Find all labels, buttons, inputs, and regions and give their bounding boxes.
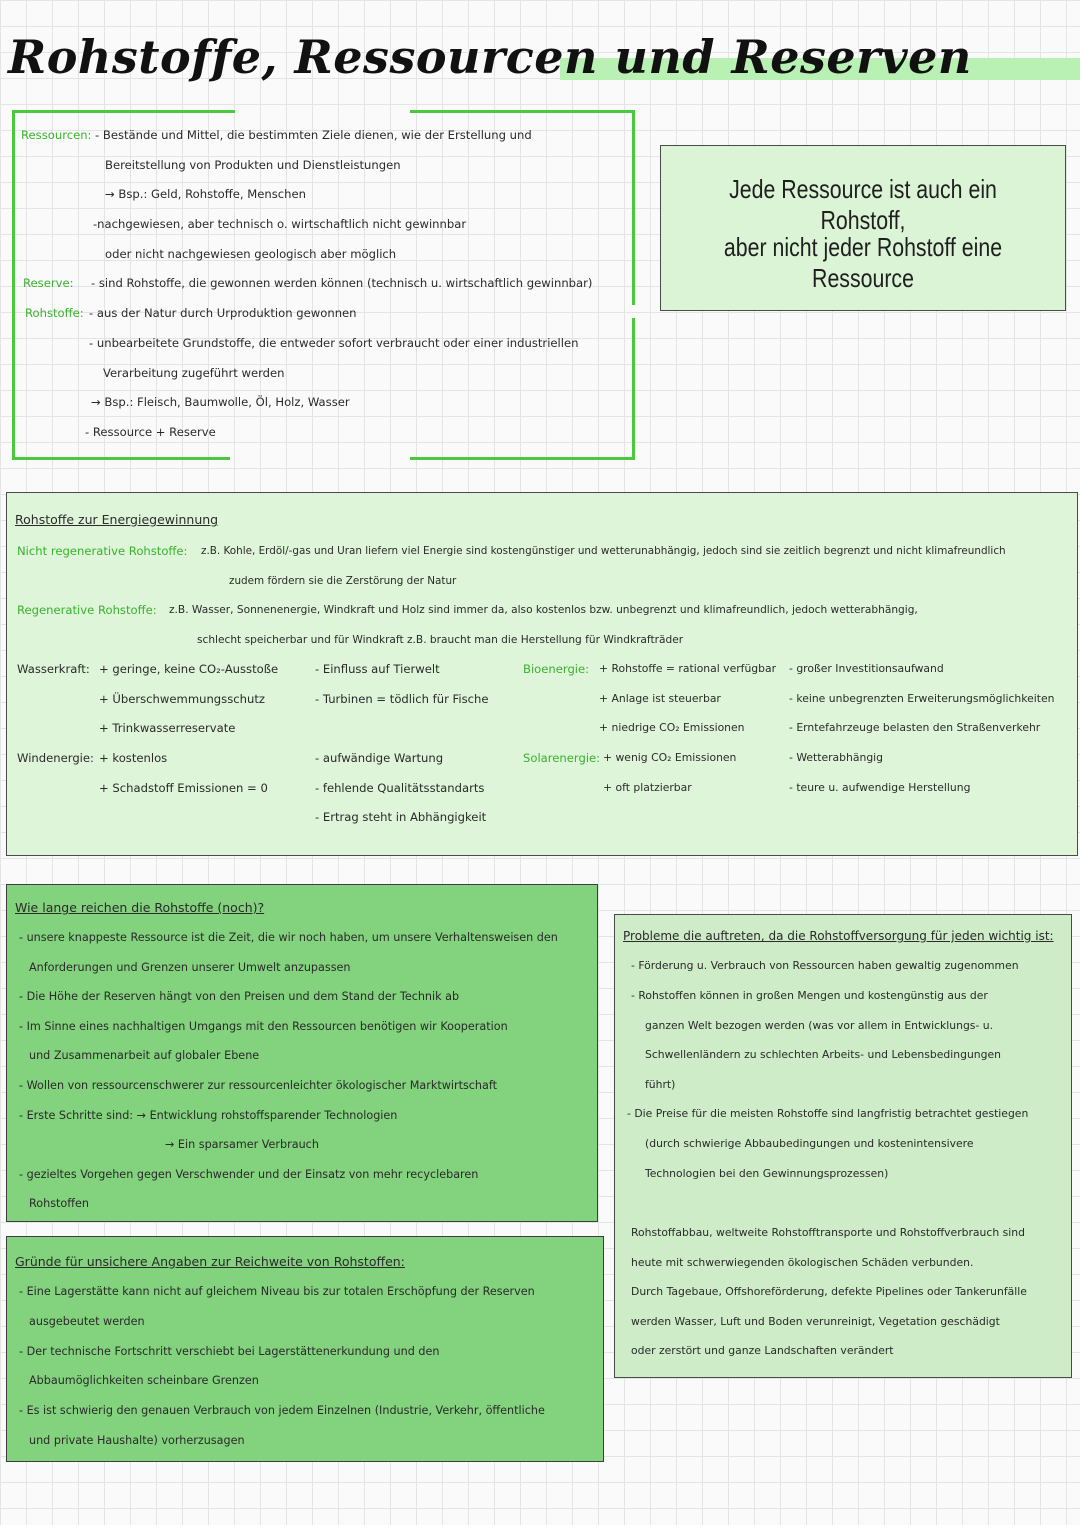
solarenergie-pro: + oft platzierbar — [603, 781, 692, 794]
rohstoffe-line: - aus der Natur durch Urproduktion gewonnen — [89, 306, 357, 320]
quote-line-2: aber nicht jeder Rohstoff eine Ressource — [723, 232, 1003, 293]
probleme-line: führt) — [645, 1078, 676, 1091]
bioenergie-con: - Erntefahrzeuge belasten den Straßenverkehr — [789, 721, 1041, 734]
solarenergie-pro: + wenig CO₂ Emissionen — [603, 751, 737, 764]
probleme-para-line: Durch Tagebaue, Offshoreförderung, defekte Pipelines oder Tankerunfälle — [631, 1285, 1027, 1298]
nicht-regenerativ-label: Nicht regenerative Rohstoffe: — [17, 544, 188, 558]
ressourcen-label: Ressourcen: — [21, 128, 92, 142]
probleme-para-line: oder zerstört und ganze Landschaften verändert — [631, 1344, 894, 1357]
page-title: Rohstoffe, Ressourcen und Reserven — [8, 30, 972, 84]
probleme-para-line: werden Wasser, Luft und Boden verunreinigt, Vegetation geschädigt — [631, 1315, 1000, 1328]
gruende-line: - Es ist schwierig den genauen Verbrauch von jedem Einzelnen (Industrie, Verkehr, öffentliche — [19, 1404, 545, 1417]
probleme-line: - Rohstoffen können in großen Mengen und kostengünstig aus der — [631, 989, 988, 1002]
reichweite-line: - Die Höhe der Reserven hängt von den Preisen und dem Stand der Technik ab — [19, 990, 460, 1003]
bioenergie-label: Bioenergie: — [523, 662, 590, 676]
regenerativ-text: z.B. Wasser, Sonnenenergie, Windkraft und Holz sind immer da, also kostenlos bzw. unbegrenzt und klimafreundlich, jedoch wetterabhängig, — [169, 604, 918, 616]
definitions-box — [12, 110, 635, 460]
ressourcen-line: - Bestände und Mittel, die bestimmten Ziele dienen, wie der Erstellung und — [95, 128, 532, 142]
bracket-right-lower — [632, 318, 635, 460]
windenergie-con: - Ertrag steht in Abhängigkeit — [315, 810, 487, 824]
windenergie-con: - aufwändige Wartung — [315, 751, 444, 765]
bracket-top-right — [410, 110, 635, 113]
bracket-bottom-right — [410, 457, 635, 460]
bracket-top-left — [15, 110, 235, 113]
reserve-label: Reserve: — [23, 276, 74, 290]
ressourcen-line: Bereitstellung von Produkten und Dienstleistungen — [105, 158, 401, 172]
solarenergie-con: - Wetterabhängig — [789, 751, 884, 764]
probleme-para-line: heute mit schwerwiegenden ökologischen Schäden verbunden. — [631, 1256, 974, 1269]
rohstoffe-label: Rohstoffe: — [25, 306, 84, 320]
wasserkraft-pro: + Trinkwasserreservate — [99, 721, 236, 735]
rohstoffe-line: Verarbeitung zugeführt werden — [103, 366, 285, 380]
solarenergie-con: - teure u. aufwendige Herstellung — [789, 781, 971, 794]
probleme-line: (durch schwierige Abbaubedingungen und kostenintensivere — [645, 1137, 974, 1150]
reichweite-line: - Erste Schritte sind: → Entwicklung rohstoffsparender Technologien — [19, 1109, 398, 1122]
ressourcen-line: → Bsp.: Geld, Rohstoffe, Menschen — [105, 187, 306, 201]
reichweite-line: - Wollen von ressourcenschwerer zur ressourcenleichter ökologischer Marktwirtschaft — [19, 1079, 498, 1092]
probleme-heading: Probleme die auftreten, da die Rohstoffversorgung für jeden wichtig ist: — [623, 929, 1054, 943]
wasserkraft-pro: + Überschwemmungsschutz — [99, 692, 265, 706]
rohstoffe-line: → Bsp.: Fleisch, Baumwolle, Öl, Holz, Wasser — [91, 395, 350, 409]
bioenergie-pro: + Rohstoffe = rational verfügbar — [599, 662, 777, 675]
bioenergie-con: - keine unbegrenzten Erweiterungsmöglichkeiten — [789, 692, 1055, 705]
reichweite-box — [6, 884, 598, 1222]
energy-box — [6, 492, 1078, 856]
wasserkraft-con: - Turbinen = tödlich für Fische — [315, 692, 489, 706]
gruende-line: Abbaumöglichkeiten scheinbare Grenzen — [29, 1374, 259, 1387]
reichweite-line: Rohstoffen — [29, 1197, 89, 1210]
gruende-line: - Der technische Fortschritt verschiebt bei Lagerstättenerkundung und den — [19, 1345, 440, 1358]
windenergie-con: - fehlende Qualitätsstandarts — [315, 781, 485, 795]
wasserkraft-label: Wasserkraft: — [17, 662, 90, 676]
gruende-line: - Eine Lagerstätte kann nicht auf gleichem Niveau bis zur totalen Erschöpfung der Reserven — [19, 1285, 535, 1298]
gruende-box — [6, 1236, 604, 1462]
wasserkraft-con: - Einfluss auf Tierwelt — [315, 662, 440, 676]
probleme-box — [614, 914, 1072, 1378]
probleme-line: Technologien bei den Gewinnungsprozessen) — [645, 1167, 889, 1180]
reichweite-line: - unsere knappeste Ressource ist die Zeit, die wir noch haben, um unsere Verhaltensweisen den — [19, 931, 558, 944]
bioenergie-con: - großer Investitionsaufwand — [789, 662, 944, 675]
gruende-line: ausgebeutet werden — [29, 1315, 145, 1328]
bioenergie-pro: + niedrige CO₂ Emissionen — [599, 721, 745, 734]
rohstoffe-line: - Ressource + Reserve — [85, 425, 216, 439]
ressourcen-line: -nachgewiesen, aber technisch o. wirtschaftlich nicht gewinnbar — [93, 217, 467, 231]
probleme-line: Schwellenländern zu schlechten Arbeits- und Lebensbedingungen — [645, 1048, 1001, 1061]
windenergie-label: Windenergie: — [17, 751, 94, 765]
windenergie-pro: + Schadstoff Emissionen = 0 — [99, 781, 268, 795]
probleme-line: - Die Preise für die meisten Rohstoffe sind langfristig betrachtet gestiegen — [627, 1107, 1029, 1120]
gruende-heading: Gründe für unsichere Angaben zur Reichweite von Rohstoffen: — [15, 1254, 405, 1269]
reichweite-heading: Wie lange reichen die Rohstoffe (noch)? — [15, 900, 265, 915]
quote-line-1: Jede Ressource ist auch ein Rohstoff, — [729, 174, 997, 235]
reichweite-line: → Ein sparsamer Verbrauch — [165, 1138, 319, 1151]
regenerativ-label: Regenerative Rohstoffe: — [17, 603, 157, 617]
nicht-regenerativ-text: zudem fördern sie die Zerstörung der Natur — [229, 575, 457, 587]
windenergie-pro: + kostenlos — [99, 751, 168, 765]
reichweite-line: - gezieltes Vorgehen gegen Verschwender und der Einsatz von mehr recyclebaren — [19, 1168, 479, 1181]
gruende-line: und private Haushalte) vorherzusagen — [29, 1434, 245, 1447]
energy-heading: Rohstoffe zur Energiegewinnung — [15, 512, 219, 527]
reichweite-line: Anforderungen und Grenzen unserer Umwelt anzupassen — [29, 961, 351, 974]
ressourcen-line: oder nicht nachgewiesen geologisch aber möglich — [105, 247, 397, 261]
probleme-line: - Förderung u. Verbrauch von Ressourcen haben gewaltig zugenommen — [631, 959, 1019, 972]
bracket-bottom-left — [15, 457, 230, 460]
reichweite-line: - Im Sinne eines nachhaltigen Umgangs mit den Ressourcen benötigen wir Kooperation — [19, 1020, 508, 1033]
solarenergie-label: Solarenergie: — [523, 751, 601, 765]
nicht-regenerativ-text: z.B. Kohle, Erdöl/-gas und Uran liefern viel Energie sind kostengünstiger und wetterunabhängig, jedoch sind sie zeitlich begrenzt und nicht klimafreundlich — [201, 545, 1006, 557]
bracket-right-upper — [632, 110, 635, 305]
probleme-para-line: Rohstoffabbau, weltweite Rohstofftransporte und Rohstoffverbrauch sind — [631, 1226, 1025, 1239]
rohstoffe-line: - unbearbeitete Grundstoffe, die entweder sofort verbraucht oder einer industriellen — [89, 336, 579, 350]
quote-box — [660, 145, 1066, 311]
probleme-line: ganzen Welt bezogen werden (was vor allem in Entwicklungs- u. — [645, 1019, 994, 1032]
reichweite-line: und Zusammenarbeit auf globaler Ebene — [29, 1049, 260, 1062]
wasserkraft-pro: + geringe, keine CO₂-Ausstoße — [99, 662, 279, 676]
reserve-text: - sind Rohstoffe, die gewonnen werden können (technisch u. wirtschaftlich gewinnbar) — [91, 276, 593, 290]
bioenergie-pro: + Anlage ist steuerbar — [599, 692, 721, 705]
regenerativ-text: schlecht speicherbar und für Windkraft z.B. braucht man die Herstellung für Windkrafträder — [197, 634, 684, 646]
